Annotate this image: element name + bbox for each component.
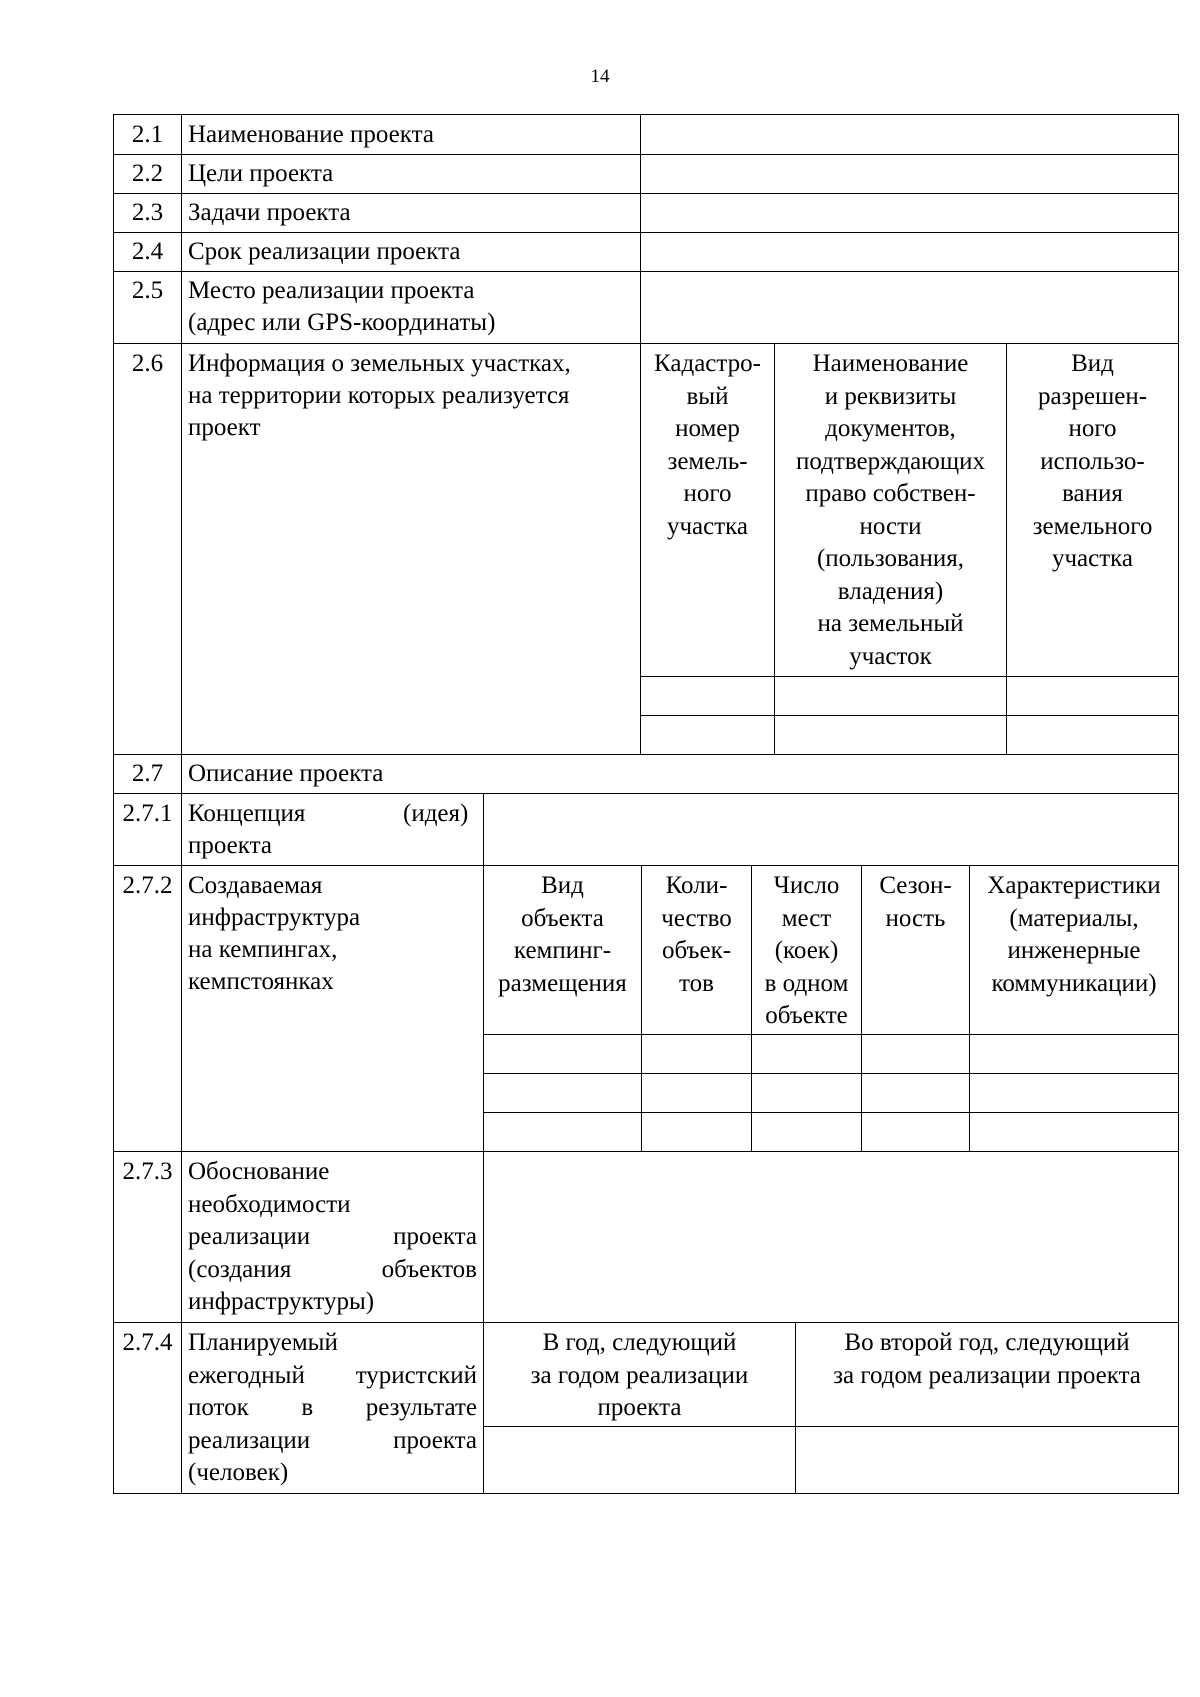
label-land-info: на территории которых реализуется: [188, 382, 570, 409]
row-number: 2.7.1: [122, 800, 173, 827]
label-concept-idea: (идея): [403, 800, 469, 827]
label-project-location-note: (адрес или GPS-координаты): [188, 309, 496, 336]
row-number: 2.7.4: [122, 1329, 173, 1356]
header-cadastral-number: Кадастро- вый номер земель- ного участка: [654, 350, 761, 540]
row-number: 2.7: [131, 760, 164, 787]
row-number: 2.4: [131, 238, 164, 265]
label-land-info: Информация о земельных участках,: [188, 350, 571, 377]
field-permitted-use[interactable]: [1007, 716, 1178, 754]
label-infrastructure: инфраструктура: [188, 904, 361, 931]
label-project-description: Описание проекта: [188, 760, 384, 787]
field-second-year-flow[interactable]: [796, 1427, 1178, 1493]
label-project-name: Наименование проекта: [188, 121, 434, 148]
table-border-right: [1178, 114, 1179, 1494]
header-characteristics: Характеристики (материалы, инженерные коммуникации): [987, 872, 1161, 997]
page-number: 14: [590, 66, 610, 87]
header-ownership-documents: Наименование и реквизиты документов, подтверждающих право собствен- ности (пользования, владения) на земельный участок: [796, 350, 985, 670]
infra-row-line: [483, 1073, 1179, 1074]
field-project-goals[interactable]: [641, 155, 1178, 193]
field-project-name[interactable]: [641, 115, 1178, 154]
label-justification: Обоснование необходимости реализации проекта (создания объектов инфраструктуры): [188, 1158, 477, 1315]
row-number: 2.2: [131, 160, 164, 187]
label-project-tasks: Задачи проекта: [188, 199, 351, 226]
label-infrastructure: Создаваемая: [188, 872, 323, 899]
label-project-location: Место реализации проекта: [188, 277, 475, 304]
field-project-term[interactable]: [641, 233, 1178, 271]
label-project-goals: Цели проекта: [188, 160, 334, 187]
field-first-year-flow[interactable]: [484, 1427, 795, 1493]
field-ownership-documents[interactable]: [775, 677, 1006, 715]
field-justification[interactable]: [484, 1152, 1178, 1322]
header-places-count: Число мест (коек) в одном объекте: [764, 872, 849, 1029]
label-infrastructure: на кемпингах,: [188, 936, 338, 963]
label-project-term: Срок реализации проекта: [188, 238, 461, 265]
header-object-type: Вид объекта кемпинг- размещения: [498, 872, 627, 997]
field-ownership-documents[interactable]: [775, 716, 1006, 754]
header-object-count: Коли- чество объек- тов: [661, 872, 732, 997]
header-second-year: Во второй год, следующий за годом реализации проекта: [833, 1329, 1141, 1389]
field-cadastral-number[interactable]: [641, 716, 774, 754]
label-tourist-flow: Планируемый ежегодный туристский поток в результате реализации проекта (человек): [188, 1329, 477, 1486]
row-line: [113, 343, 1179, 344]
row-line: [113, 1322, 1179, 1323]
infra-row-line: [483, 1112, 1179, 1113]
label-infrastructure: кемпстоянках: [188, 968, 334, 995]
header-seasonality: Сезон- ность: [879, 872, 952, 932]
row-number: 2.6: [131, 350, 164, 377]
header-first-year: В год, следующий за годом реализации проекта: [530, 1329, 749, 1421]
row-number: 2.5: [131, 277, 164, 304]
header-permitted-use: Вид разрешен- ного использо- вания земельного участка: [1032, 350, 1153, 572]
field-project-tasks[interactable]: [641, 194, 1178, 232]
row-number: 2.7.3: [122, 1158, 173, 1185]
infra-row-line: [483, 1034, 1179, 1035]
row-line: [113, 865, 1179, 866]
label-land-info: проект: [188, 414, 261, 441]
field-concept[interactable]: [484, 794, 1178, 865]
row-number: 2.7.2: [122, 872, 173, 899]
number-column-divider: [181, 114, 182, 1494]
field-project-location[interactable]: [641, 272, 1178, 343]
field-cadastral-number[interactable]: [641, 677, 774, 715]
row-line: [113, 754, 1179, 755]
row-number: 2.3: [131, 199, 164, 226]
label-concept: Концепция: [188, 800, 306, 827]
field-permitted-use[interactable]: [1007, 677, 1178, 715]
row-number: 2.1: [131, 121, 164, 148]
label-concept-project: проекта: [188, 832, 272, 859]
row-line: [113, 1493, 1179, 1494]
